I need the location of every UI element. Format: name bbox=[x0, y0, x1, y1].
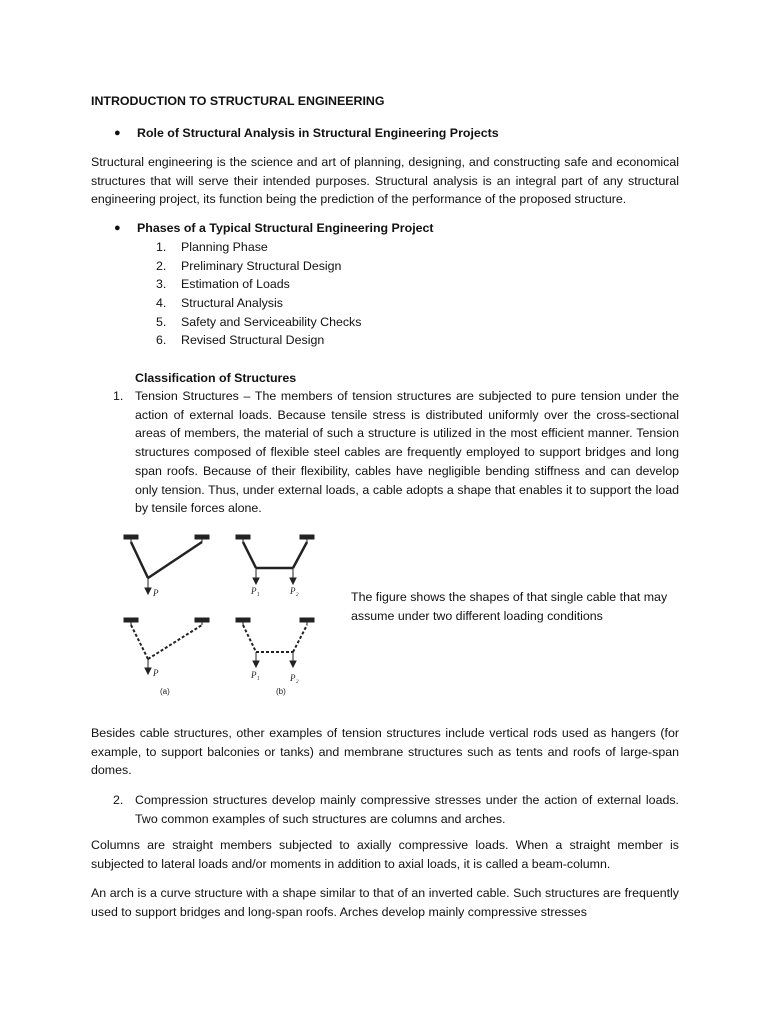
label-p: P bbox=[153, 668, 159, 678]
support-icon bbox=[300, 535, 314, 539]
bullet-text: Phases of a Typical Structural Engineering Project bbox=[137, 221, 434, 235]
figure-caption: The figure shows the shapes of that single cable that may assume under two different loading conditions bbox=[351, 590, 668, 623]
list-label: Revised Structural Design bbox=[181, 333, 325, 348]
list-label: Estimation of Loads bbox=[181, 277, 290, 292]
cable-diagram bbox=[108, 526, 341, 706]
list-number: 5. bbox=[156, 314, 167, 329]
list-item bbox=[156, 331, 361, 350]
bullet-dot-icon: ● bbox=[114, 127, 121, 139]
support-icon bbox=[195, 618, 209, 622]
list-label: Planning Phase bbox=[181, 240, 268, 254]
label-p2: P₂ bbox=[290, 586, 299, 596]
support-icon bbox=[124, 618, 138, 622]
page-title: INTRODUCTION TO STRUCTURAL ENGINEERING bbox=[91, 94, 385, 108]
item-number: 2. bbox=[113, 793, 124, 807]
label-p: P bbox=[153, 588, 159, 598]
support-icon bbox=[300, 618, 314, 622]
classification-heading: Classification of Structures bbox=[135, 371, 297, 385]
list-number: 3. bbox=[156, 277, 167, 292]
support-icon bbox=[236, 535, 250, 539]
list-number: 4. bbox=[156, 296, 167, 311]
list-item bbox=[156, 294, 361, 313]
label-p2: P₂ bbox=[290, 673, 299, 683]
tension-structures-text: Tension Structures – The members of tension structures are subjected to pure tension under the action of external loads. Because tensile stress is distributed uniformly over the cross-sectional areas of members, the material of such a structure is utilized in the most efficient manner. Tension structures composed of flexible steel cables are frequently employed to support bridges and long span roofs. Because of their flexibility, cables have negligible bending stiffness and can develop only tension. Thus, under external loads, a cable adopts a shape that enables it to support the load by tensile forces alone. bbox=[135, 389, 679, 516]
bullet-dot-icon: ● bbox=[114, 222, 121, 234]
list-number: 6. bbox=[156, 333, 167, 348]
label-p1: P₁ bbox=[251, 586, 260, 596]
list-number: 1. bbox=[156, 240, 167, 254]
support-icon bbox=[236, 618, 250, 622]
list-label: Safety and Serviceability Checks bbox=[181, 314, 362, 329]
support-icon bbox=[195, 535, 209, 539]
support-icon bbox=[124, 535, 138, 539]
paragraph-intro: Structural engineering is the science and art of planning, designing, and constructing safe and economical structures that will serve their intended purposes. Structural analysis is an integral part of any structural engineering project, its function being the prediction of the performance of the proposed structure. bbox=[91, 155, 679, 207]
list-item bbox=[156, 275, 361, 294]
list-item bbox=[156, 313, 361, 332]
label-p1: P₁ bbox=[251, 670, 260, 680]
paragraph-columns: Columns are straight members subjected to axially compressive loads. When a straight member is subjected to lateral loads and/or moments in addition to axial loads, it is called a beam-column. bbox=[91, 838, 679, 871]
bullet-text: Role of Structural Analysis in Structural Engineering Projects bbox=[137, 126, 499, 140]
compression-structures-text: Compression structures develop mainly compressive stresses under the action of external loads. Two common examples of such structures are columns and arches. bbox=[135, 793, 679, 826]
list-label: Structural Analysis bbox=[181, 296, 283, 311]
item-number: 1. bbox=[113, 389, 124, 403]
phases-list bbox=[156, 238, 361, 350]
cable-figure bbox=[108, 526, 341, 706]
label-b: (b) bbox=[276, 687, 286, 696]
paragraph-tension-examples: Besides cable structures, other examples of tension structures include vertical rods used as hangers (for example, to support balconies or tanks) and membrane structures such as tents and roofs of large-span domes. bbox=[91, 726, 679, 778]
list-item bbox=[156, 238, 361, 257]
list-item bbox=[156, 257, 361, 276]
label-a: (a) bbox=[160, 687, 170, 696]
list-number: 2. bbox=[156, 258, 167, 273]
list-label: Preliminary Structural Design bbox=[181, 258, 342, 273]
paragraph-arch: An arch is a curve structure with a shape similar to that of an inverted cable. Such structures are frequently used to support bridges and long-span roofs. Arches develop mainly compressive stresses bbox=[91, 886, 679, 919]
